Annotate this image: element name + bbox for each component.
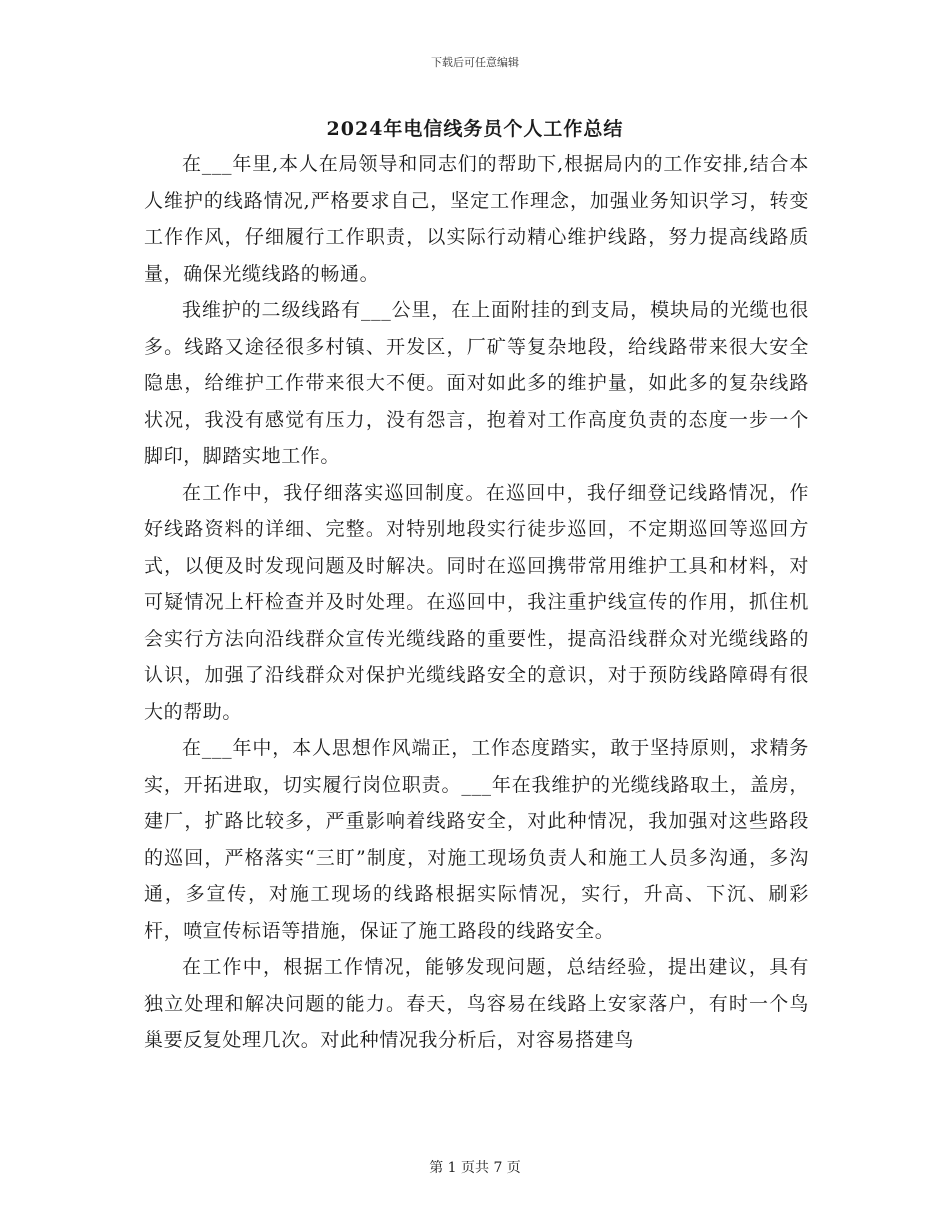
document-title: 2024年电信线务员个人工作总结: [326, 118, 624, 140]
page-number: 第 1 页共 7 页: [429, 1160, 521, 1176]
document-body: [144, 146, 809, 1059]
paragraph-1: 在___年里,本人在局领导和同志们的帮助下,根据局内的工作安排,结合本人维护的线路情况,严格要求自己，坚定工作理念，加强业务知识学习，转变工作作风，仔细履行工作职责，以实际行动精心维护线路，努力提高线路质量，确保光缆线路的畅通。: [144, 153, 809, 285]
paragraph-3: 在工作中，我仔细落实巡回制度。在巡回中，我仔细登记线路情况，作好线路资料的详细、完整。对特别地段实行徒步巡回，不定期巡回等巡回方式，以便及时发现问题及时解决。同时在巡回携带常用维护工具和材料，对可疑情况上杆检查并及时处理。在巡回中，我注重护线宣传的作用，抓住机会实行方法向沿线群众宣传光缆线路的重要性，提高沿线群众对光缆线路的认识，加强了沿线群众对保护光缆线路安全的意识，对于预防线路障碍有很大的帮助。: [144, 481, 809, 723]
page-header-note: 下载后可任意编辑: [431, 56, 519, 69]
paragraph-4: 在___年中，本人思想作风端正，工作态度踏实，敢于坚持原则，求精务实，开拓进取，切实履行岗位职责。___年在我维护的光缆线路取土，盖房，建厂，扩路比较多，严重影响着线路安全，对此种情况，我加强对这些路段的巡回，严格落实“三盯”制度，对施工现场负责人和施工人员多沟通，多沟通，多宣传，对施工现场的线路根据实际情况，实行，升高、下沉、刷彩杆，喷宣传标语等措施，保证了施工路段的线路安全。: [144, 737, 809, 942]
paragraph-5: 在工作中，根据工作情况，能够发现问题，总结经验，提出建议，具有独立处理和解决问题的能力。春天，鸟容易在线路上安家落户，有时一个鸟巢要反复处理几次。对此种情况我分析后，对容易搭建鸟: [144, 956, 809, 1051]
paragraph-2: 我维护的二级线路有___公里，在上面附挂的到支局，模块局的光缆也很多。线路又途径很多村镇、开发区，厂矿等复杂地段，给线路带来很大安全隐患，给维护工作带来很大不便。面对如此多的维护量，如此多的复杂线路状况，我没有感觉有压力，没有怨言，抱着对工作高度负责的态度一步一个脚印，脚踏实地工作。: [144, 299, 809, 467]
